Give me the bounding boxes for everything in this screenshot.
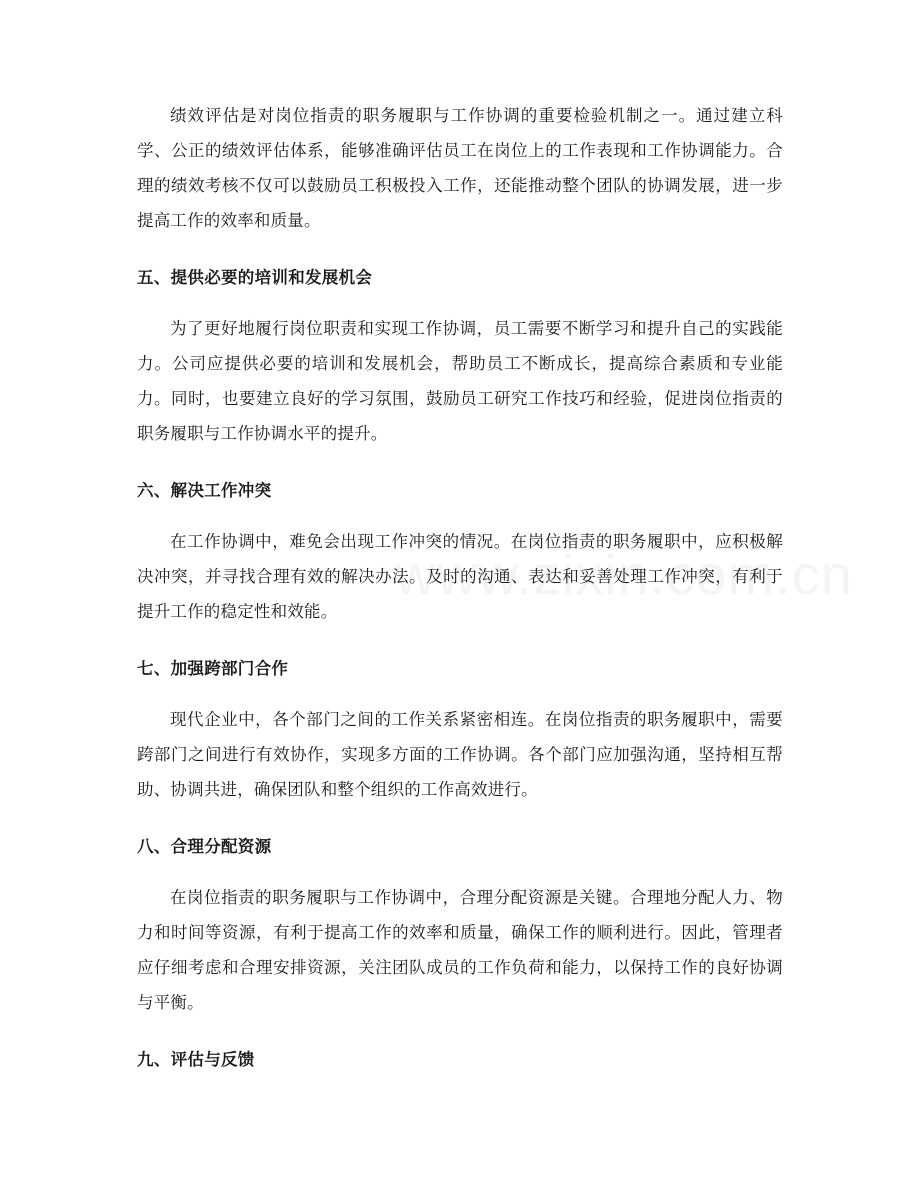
section-8-paragraph: 在岗位指责的职务履职与工作协调中，合理分配资源是关键。合理地分配人力、物力和时间等资源，有利于提高工作的效率和质量，确保工作的顺利进行。因此，管理者应仔细考虑和合理安排资源，关注团队成员的工作负荷和能力，以保持工作的良好协调与平衡。 xyxy=(137,888,783,1012)
section-7-paragraph: 现代企业中，各个部门之间的工作关系紧密相连。在岗位指责的职务履职中，需要跨部门之间进行有效协作，实现多方面的工作协调。各个部门应加强沟通，坚持相互帮助、协调共进，确保团队和整个组织的工作高效进行。 xyxy=(137,710,783,799)
section-6-paragraph: 在工作协调中，难免会出现工作冲突的情况。在岗位指责的职务履职中，应积极解决冲突，并寻找合理有效的解决办法。及时的沟通、表达和妥善处理工作冲突，有利于提升工作的稳定性和效能。 xyxy=(137,532,783,621)
section-5-heading: 五、提供必要的培训和发展机会 xyxy=(137,268,373,287)
document-body xyxy=(137,98,783,1077)
intro-paragraph: 绩效评估是对岗位指责的职务履职与工作协调的重要检验机制之一。通过建立科学、公正的绩效评估体系，能够准确评估员工在岗位上的工作表现和工作协调能力。合理的绩效考核不仅可以鼓励员工积极投入工作，还能推动整个团队的协调发展，进一步提高工作的效率和质量。 xyxy=(137,106,783,230)
section-5-paragraph: 为了更好地履行岗位职责和实现工作协调，员工需要不断学习和提升自己的实践能力。公司应提供必要的培训和发展机会，帮助员工不断成长，提高综合素质和专业能力。同时，也要建立良好的学习氛围，鼓励员工研究工作技巧和经验，促进岗位指责的职务履职与工作协调水平的提升。 xyxy=(137,319,783,443)
section-7-heading: 七、加强跨部门合作 xyxy=(137,659,289,678)
section-6-heading: 六、解决工作冲突 xyxy=(137,481,272,500)
section-9-heading: 九、评估与反馈 xyxy=(137,1050,255,1069)
section-8-heading: 八、合理分配资源 xyxy=(137,837,272,856)
